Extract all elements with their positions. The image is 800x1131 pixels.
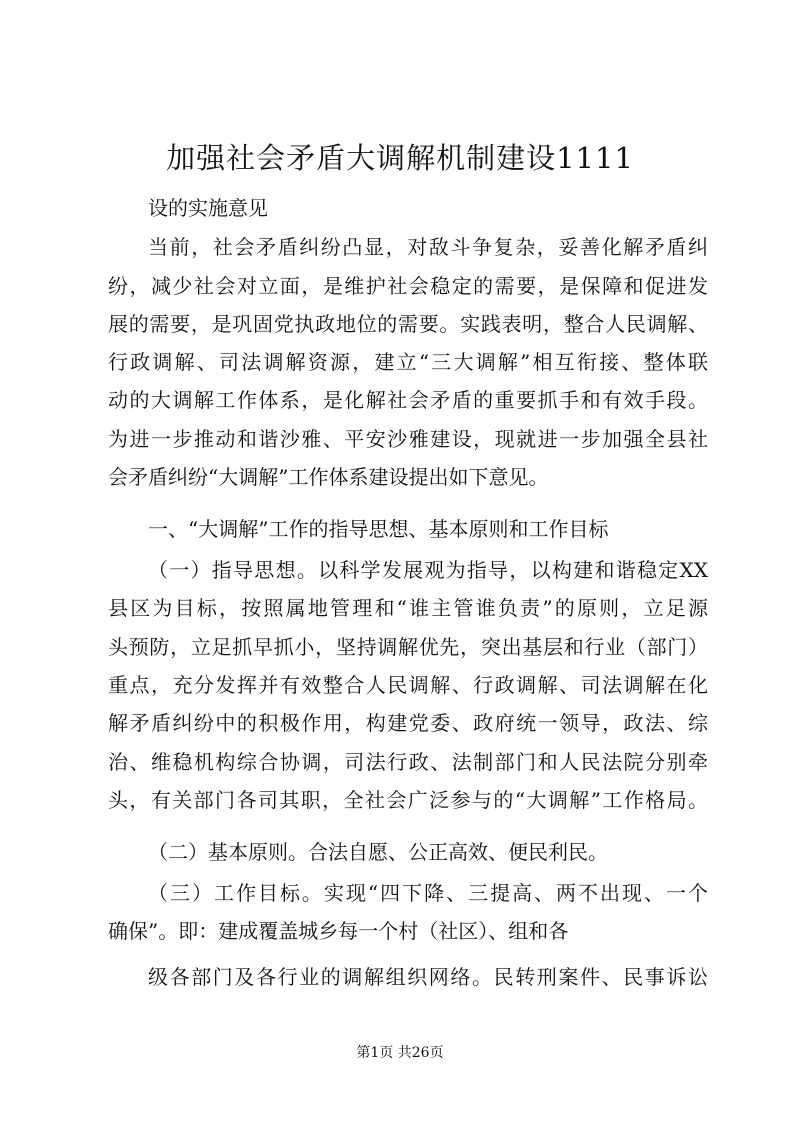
paragraph-line: 头，有关部门各司其职，全社会广泛参与的“大调解”工作格局。 — [108, 788, 708, 812]
paragraph-line: 动的大调解工作体系，是化解社会矛盾的重要抓手和有效手段。 — [108, 388, 708, 412]
paragraph-line: 确保”。即：建成覆盖城乡每一个村（社区）、组和各 — [108, 919, 569, 943]
paragraph-line: 会矛盾纠纷“大调解”工作体系建设提出如下意见。 — [108, 465, 549, 489]
document-title: 加强社会矛盾大调解机制建设1111 — [166, 141, 634, 175]
paragraph-line: 级各部门及各行业的调解组织网络。民转刑案件、民事诉讼 — [148, 965, 708, 989]
paragraph-line: 为进一步推动和谐沙雅、平安沙雅建设，现就进一步加强全县社 — [108, 427, 708, 451]
paragraph-line: 头预防，立足抓早抓小，坚持调解优先，突出基层和行业（部门） — [108, 635, 708, 659]
paragraph-line: 重点，充分发挥并有效整合人民调解、行政调解、司法调解在化 — [108, 673, 708, 697]
paragraph-line: 纷，减少社会对立面，是维护社会稳定的需要，是保障和促进发 — [108, 274, 708, 298]
paragraph-line: 县区为目标，按照属地管理和“谁主管谁负责”的原则，立足源 — [108, 596, 708, 620]
paragraph-line: （二）基本原则。合法自愿、公正高效、便民利民。 — [148, 840, 608, 864]
paragraph-line: （一）指导思想。以科学发展观为指导，以构建和谐稳定XX — [148, 558, 708, 582]
paragraph-line: 解矛盾纠纷中的积极作用，构建党委、政府统一领导，政法、综 — [108, 711, 708, 735]
paragraph-line: 治、维稳机构综合协调，司法行政、法制部门和人民法院分别牵 — [108, 750, 708, 774]
paragraph-line: 行政调解、司法调解资源，建立“三大调解”相互衔接、整体联 — [108, 350, 708, 374]
paragraph-line: 展的需要，是巩固党执政地位的需要。实践表明，整合人民调解、 — [108, 312, 708, 336]
paragraph-line: 当前，社会矛盾纠纷凸显，对敌斗争复杂，妥善化解矛盾纠 — [148, 235, 708, 259]
section-heading: 一、“大调解”工作的指导思想、基本原则和工作目标 — [148, 517, 609, 541]
paragraph-line: （三）工作目标。实现“四下降、三提高、两不出现、一个 — [148, 881, 708, 905]
page-number: 第1页 共26页 — [356, 1045, 444, 1061]
document-subtitle: 设的实施意见 — [148, 196, 268, 220]
